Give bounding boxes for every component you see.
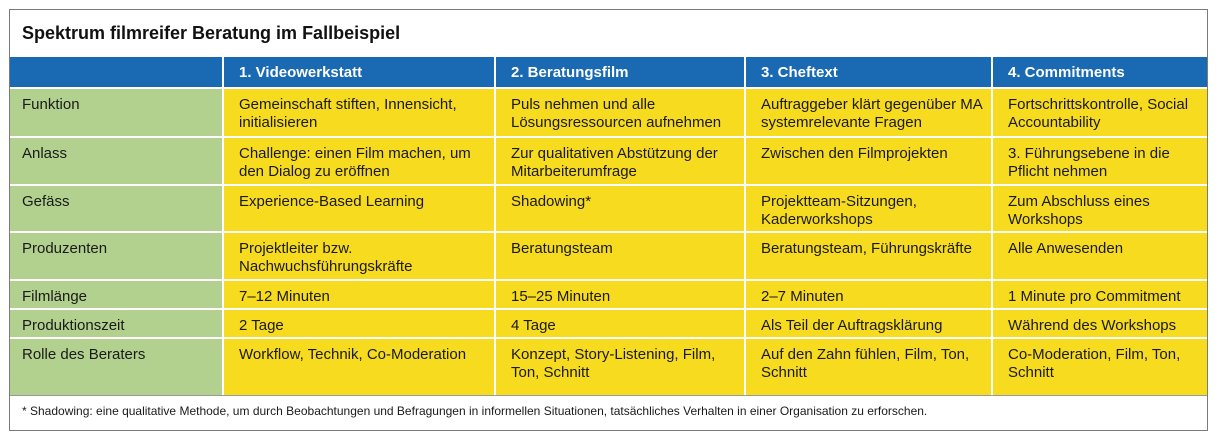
row-produktionszeit (10, 309, 1207, 338)
table-cell: Zum Abschluss eines Workshops (992, 185, 1207, 232)
table-title: Spektrum filmreifer Beratung im Fallbeispiel (22, 23, 401, 43)
table-cell: Zur qualitativen Abstützung der Mitarbeiterumfrage (495, 137, 745, 185)
table-cell: Projektleiter bzw. Nachwuchsführungskräfte (223, 232, 495, 280)
comparison-table (10, 57, 1207, 395)
table-cell: Als Teil der Auftragsklärung (745, 309, 992, 338)
table-cell: Experience-Based Learning (223, 185, 495, 232)
table-cell: Shadowing* (495, 185, 745, 232)
table-cell: Auftraggeber klärt gegenüber MA systemrelevante Fragen (745, 88, 992, 137)
table-cell: Puls nehmen und alle Lösungsressourcen aufnehmen (495, 88, 745, 137)
table-cell: 3. Führungsebene in die Pflicht nehmen (992, 137, 1207, 185)
table-cell: Workflow, Technik, Co-Moderation (223, 338, 495, 395)
table-cell: Projektteam-Sitzungen, Kaderworkshops (745, 185, 992, 232)
header-cell-videowerkstatt: 1. Videowerkstatt (223, 57, 495, 88)
table-cell: 1 Minute pro Commitment (992, 280, 1207, 309)
table-cell: Co-Moderation, Film, Ton, Schnitt (992, 338, 1207, 395)
table-cell: Zwischen den Filmprojekten (745, 137, 992, 185)
table-cell: Konzept, Story-Listening, Film, Ton, Schnitt (495, 338, 745, 395)
header-cell-commitments: 4. Commitments (992, 57, 1207, 88)
table-cell: Beratungsteam (495, 232, 745, 280)
row-gefaess (10, 185, 1207, 232)
row-rolle-des-beraters (10, 338, 1207, 395)
table-cell: Alle Anwesenden (992, 232, 1207, 280)
table-cell: 2–7 Minuten (745, 280, 992, 309)
table-cell: 4 Tage (495, 309, 745, 338)
footnote: * Shadowing: eine qualitative Methode, um durch Beobachtungen und Befragungen in informellen Situationen, tatsächliches Verhalten in einer Organisation zu erforschen. (10, 395, 1207, 419)
row-produzenten (10, 232, 1207, 280)
row-anlass (10, 137, 1207, 185)
table-cell: Beratungsteam, Führungskräfte (745, 232, 992, 280)
row-filmlaenge (10, 280, 1207, 309)
row-label: Produktionszeit (10, 309, 223, 338)
header-cell-cheftext: 3. Cheftext (745, 57, 992, 88)
table-figure (9, 9, 1208, 431)
row-funktion (10, 88, 1207, 137)
table-cell: Während des Workshops (992, 309, 1207, 338)
table-cell: Auf den Zahn fühlen, Film, Ton, Schnitt (745, 338, 992, 395)
row-label: Rolle des Beraters (10, 338, 223, 395)
table-cell: 15–25 Minuten (495, 280, 745, 309)
row-label: Funktion (10, 88, 223, 137)
row-label: Produzenten (10, 232, 223, 280)
header-cell-corner (10, 57, 223, 88)
row-label: Anlass (10, 137, 223, 185)
row-label: Filmlänge (10, 280, 223, 309)
header-cell-beratungsfilm: 2. Beratungsfilm (495, 57, 745, 88)
header-row (10, 57, 1207, 88)
table-cell: Gemeinschaft stiften, Innensicht, initialisieren (223, 88, 495, 137)
table-cell: Fortschrittskontrolle, Social Accountability (992, 88, 1207, 137)
table-cell: 2 Tage (223, 309, 495, 338)
row-label: Gefäss (10, 185, 223, 232)
table-cell: 7–12 Minuten (223, 280, 495, 309)
table-cell: Challenge: einen Film machen, um den Dialog zu eröffnen (223, 137, 495, 185)
